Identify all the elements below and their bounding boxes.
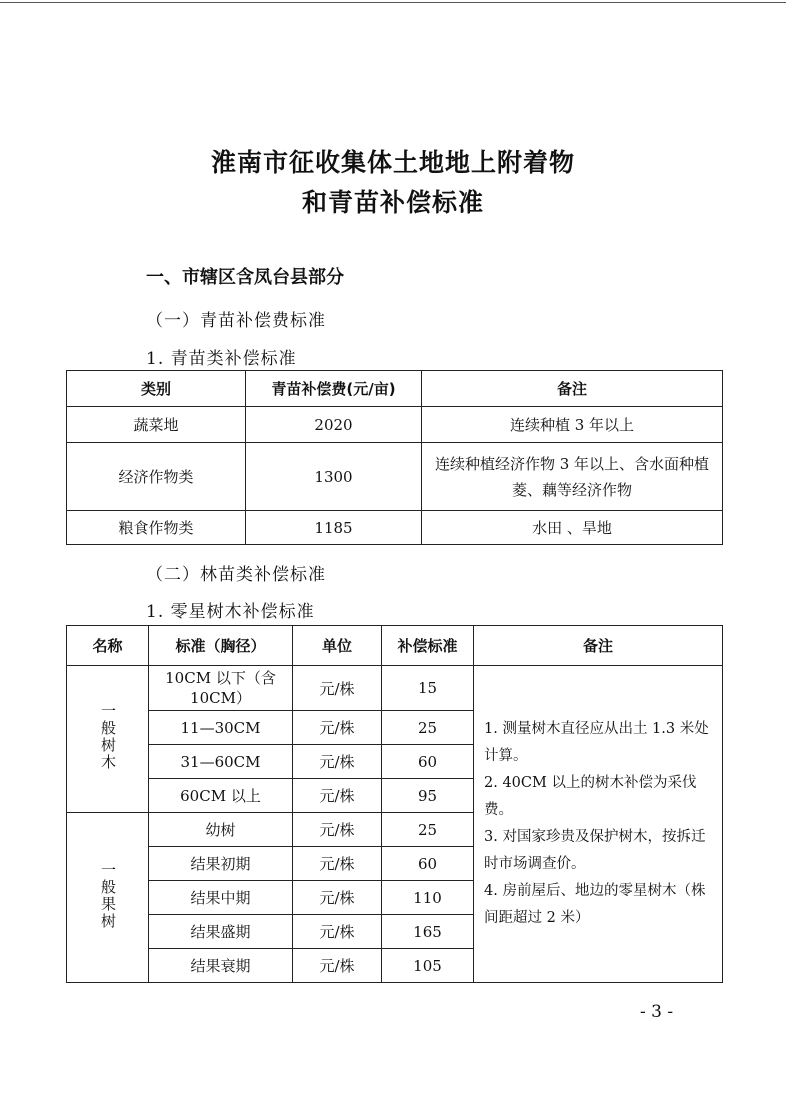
column-header: 标准（胸径）: [149, 626, 293, 666]
page-title-line1: 淮南市征收集体土地地上附着物: [210, 148, 575, 177]
remark-item: 4. 房前屋后、地边的零星树木（株间距超过 2 米）: [484, 883, 706, 926]
page-number: - 3 -: [640, 1002, 674, 1022]
table-cell: 95: [382, 779, 474, 813]
table-row: [67, 407, 723, 443]
table-cell: 元/株: [293, 881, 382, 915]
table-cell: 10CM 以下（含 10CM）: [149, 666, 293, 711]
table-cell: 元/株: [293, 915, 382, 949]
table-cell: 结果盛期: [149, 915, 293, 949]
table-cell: 经济作物类: [67, 443, 246, 511]
table-cell: 幼树: [149, 813, 293, 847]
table-cell: 结果初期: [149, 847, 293, 881]
table-cell: 连续种植 3 年以上: [422, 407, 723, 443]
table-cell: 60: [382, 745, 474, 779]
section-heading: 一、市辖区含凤台县部分: [146, 267, 344, 288]
table-cell: 元/株: [293, 949, 382, 983]
group-label-text: 一般树木: [99, 703, 117, 771]
group-label-general-trees: [67, 666, 149, 813]
column-header: 备注: [422, 371, 723, 407]
table-row: [67, 511, 723, 545]
remark-item: 2. 40CM 以上的树木补偿为采伐费。: [484, 775, 697, 818]
table-cell: 水田 、旱地: [422, 511, 723, 545]
table-cell: 60CM 以上: [149, 779, 293, 813]
group-label-fruit-trees: [67, 813, 149, 983]
page-title-line2: 和青苗补偿标准: [301, 188, 484, 217]
group-label-text: 一般果树: [99, 861, 117, 930]
table-cell: 2020: [246, 407, 422, 443]
remark-item: 3. 对国家珍贵及保护树木，按拆迁时市场调查价。: [484, 829, 706, 872]
table-cell: 元/株: [293, 745, 382, 779]
table-cell: 15: [382, 666, 474, 711]
subsection-item-1: 1. 青苗类补偿标准: [146, 349, 297, 369]
table-cell: 110: [382, 881, 474, 915]
table-cell: 元/株: [293, 779, 382, 813]
table-cell: 11—30CM: [149, 711, 293, 745]
table-cell: 元/株: [293, 813, 382, 847]
table-cell: 165: [382, 915, 474, 949]
table-cell: 粮食作物类: [67, 511, 246, 545]
column-header: 名称: [67, 626, 149, 666]
subsection-heading-2: （二）林苗类补偿标准: [146, 565, 326, 585]
table-cell: 结果衰期: [149, 949, 293, 983]
table-header-row: [67, 626, 723, 666]
table-cell: 结果中期: [149, 881, 293, 915]
remarks-cell: [474, 666, 723, 983]
table-cell: 蔬菜地: [67, 407, 246, 443]
subsection-heading-1: （一）青苗补偿费标准: [146, 311, 326, 331]
remark-item: 1. 测量树木直径应从出土 1.3 米处计算。: [484, 721, 709, 764]
table-cell: 60: [382, 847, 474, 881]
table-cell: 31—60CM: [149, 745, 293, 779]
tree-compensation-table: [66, 625, 723, 983]
table-header-row: [67, 371, 723, 407]
table-row: [67, 443, 723, 511]
top-rule: [0, 2, 786, 3]
table-cell: 105: [382, 949, 474, 983]
subsection-item-2: 1. 零星树木补偿标准: [146, 602, 315, 622]
table-cell: 连续种植经济作物 3 年以上、含水面种植菱、藕等经济作物: [422, 443, 723, 511]
seedling-compensation-table: [66, 370, 723, 545]
table-row: [67, 666, 723, 711]
table-cell: 1300: [246, 443, 422, 511]
table-cell: 25: [382, 813, 474, 847]
table-cell: 元/株: [293, 711, 382, 745]
column-header: 类别: [67, 371, 246, 407]
table-cell: 元/株: [293, 847, 382, 881]
column-header: 青苗补偿费(元/亩): [246, 371, 422, 407]
table-cell: 1185: [246, 511, 422, 545]
table-cell: 25: [382, 711, 474, 745]
column-header: 备注: [474, 626, 723, 666]
column-header: 补偿标准: [382, 626, 474, 666]
column-header: 单位: [293, 626, 382, 666]
table-cell: 元/株: [293, 666, 382, 711]
